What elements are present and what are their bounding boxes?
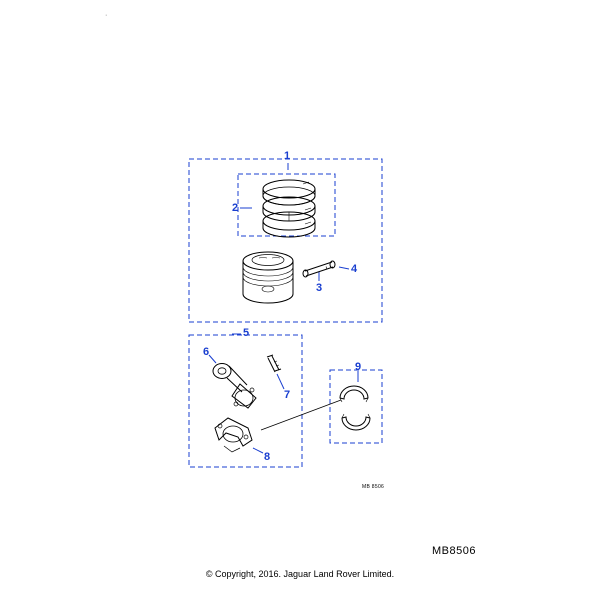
callout-2: 2 (232, 202, 239, 214)
leader-line-8 (253, 448, 263, 453)
callout-8: 8 (264, 451, 271, 463)
callout-3: 3 (316, 282, 323, 294)
callout-6: 6 (203, 346, 210, 358)
callout-9: 9 (355, 361, 362, 373)
callout-4: 4 (351, 263, 358, 275)
corner-mark: · (105, 12, 108, 19)
piston-ring-set (263, 180, 315, 237)
callout-1: 1 (284, 150, 291, 162)
piston (243, 252, 293, 303)
leader-line-9b (261, 400, 341, 430)
group-box-1 (189, 159, 382, 322)
connecting-rod-cap (215, 418, 252, 452)
leader-line-6 (209, 355, 216, 363)
callout-5: 5 (243, 327, 250, 339)
callout-7: 7 (284, 389, 291, 401)
connecting-rod (213, 364, 256, 409)
bearing-shell-set (340, 386, 370, 430)
leader-line-7 (277, 374, 284, 389)
part-code: MB8506 (432, 545, 476, 557)
leader-line-4 (339, 267, 349, 269)
group-box-9 (330, 370, 382, 443)
connecting-rod-bolt (267, 355, 281, 372)
copyright-notice: © Copyright, 2016. Jaguar Land Rover Limited. (205, 569, 395, 579)
small-part-code: MB 8506 (362, 484, 385, 490)
